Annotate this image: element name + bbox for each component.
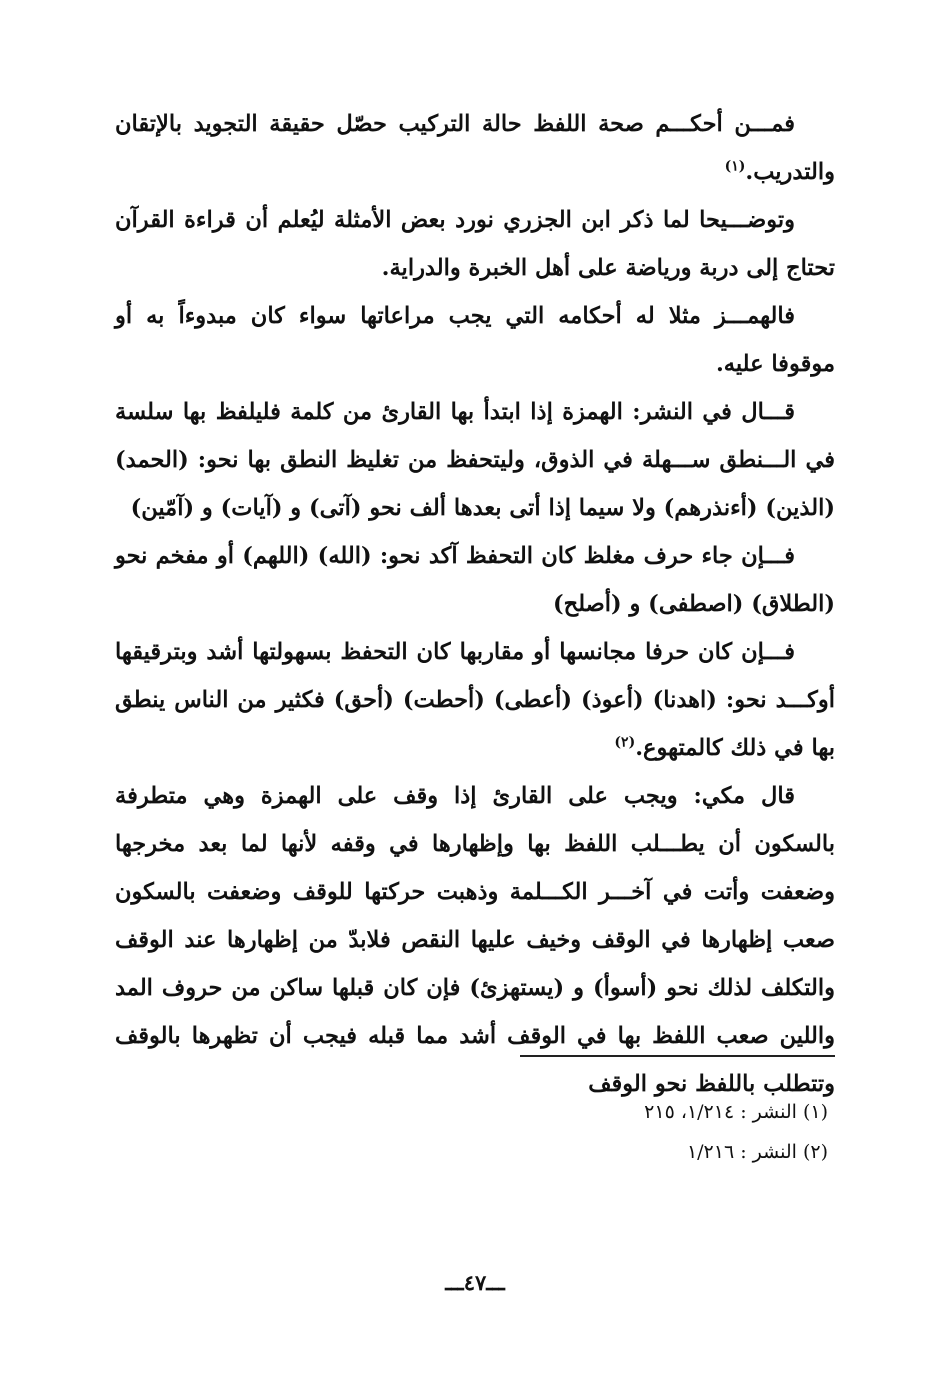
paragraph-text: قـــال في النشر: الهمزة إذا ابتدأ بها القارئ من كلمة فليلفظ بها سلسة في الـــنطق ســـهلة في الذوق، وليتحفظ من تغليظ النطق بها نحو: (الحمد) (الذين) (أءنذرهم) ولا سيما إذا أتى بعدها ألف نحو (آتى) و (آيات) و (آمّين) xyxy=(115,399,835,521)
paragraph-text: فمـــن أحكـــم صحة اللفظ حالة التركيب حصّل حقيقة التجويد بالإتقان والتدريب. xyxy=(115,111,835,185)
paragraph-text: فـــإن جاء حرف مغلظ كان التحفظ آكد نحو: (الله) (اللهم) أو مفخم نحو (الطلاق) (اصطفى) و (أصلح) xyxy=(115,543,835,617)
footnote-separator xyxy=(520,1055,835,1057)
paragraph-text: فـــإن كان حرفا مجانسها أو مقاربها كان التحفظ بسهولتها أشد وبترقيقها أوكـــد نحو: (اهدنا) (أعوذ) (أعطى) (أحطت) (أحق) فكثير من الناس ينطق بها في ذلك كالمتهوع. xyxy=(115,639,835,761)
paragraph-4 xyxy=(115,388,835,532)
footnote-2: (٢) النشر : ١/٢١٦ xyxy=(686,1141,828,1163)
paragraph-3 xyxy=(115,292,835,388)
footnote-reference: (٢) xyxy=(614,734,636,751)
page-number: ـــ٤٧ـــ xyxy=(445,1270,505,1295)
footnotes xyxy=(328,1092,828,1172)
paragraph-6 xyxy=(115,628,835,772)
main-text xyxy=(115,100,835,1108)
paragraph-5 xyxy=(115,532,835,628)
paragraph-text: وتوضـــيحا لما ذكر ابن الجزري نورد بعض الأمثلة ليُعلم أن قراءة القرآن تحتاج إلى دربة ورياضة على أهل الخبرة والدراية. xyxy=(115,207,835,281)
paragraph-7 xyxy=(115,772,835,1108)
footnote-reference: (١) xyxy=(724,158,746,175)
paragraph-1 xyxy=(115,100,835,196)
paragraph-text: فالهمـــز مثلا له أحكامه التي يجب مراعاتها سواء كان مبدوءاً به أو موقوفا عليه. xyxy=(115,303,835,377)
paragraph-2 xyxy=(115,196,835,292)
paragraph-text: قال مكي: ويجب على القارئ إذا وقف على الهمزة وهي متطرفة بالسكون أن يطـــلب اللفظ بها وإظهارها في وقفه لأنها لما بعد مخرجها وضعفت وأتت في آخـــر الكـــلمة وذهبت حركتها للوقف وضعفت بالسكون صعب إظهارها في الوقف وخيف عليها النقص فلابدّ من إظهارها عند الوقف والتكلف لذلك نحو (أسوأ) و (يستهزئ) فإن كان قبلها ساكن من حروف المد واللين صعب اللفظ بها في الوقف أشد مما قبله فيجب أن تظهرها بالوقف وتتطلب باللفظ نحو الوقف xyxy=(115,783,835,1097)
footnote-1: (١) النشر : ١/٢١٤، ٢١٥ xyxy=(644,1101,828,1123)
